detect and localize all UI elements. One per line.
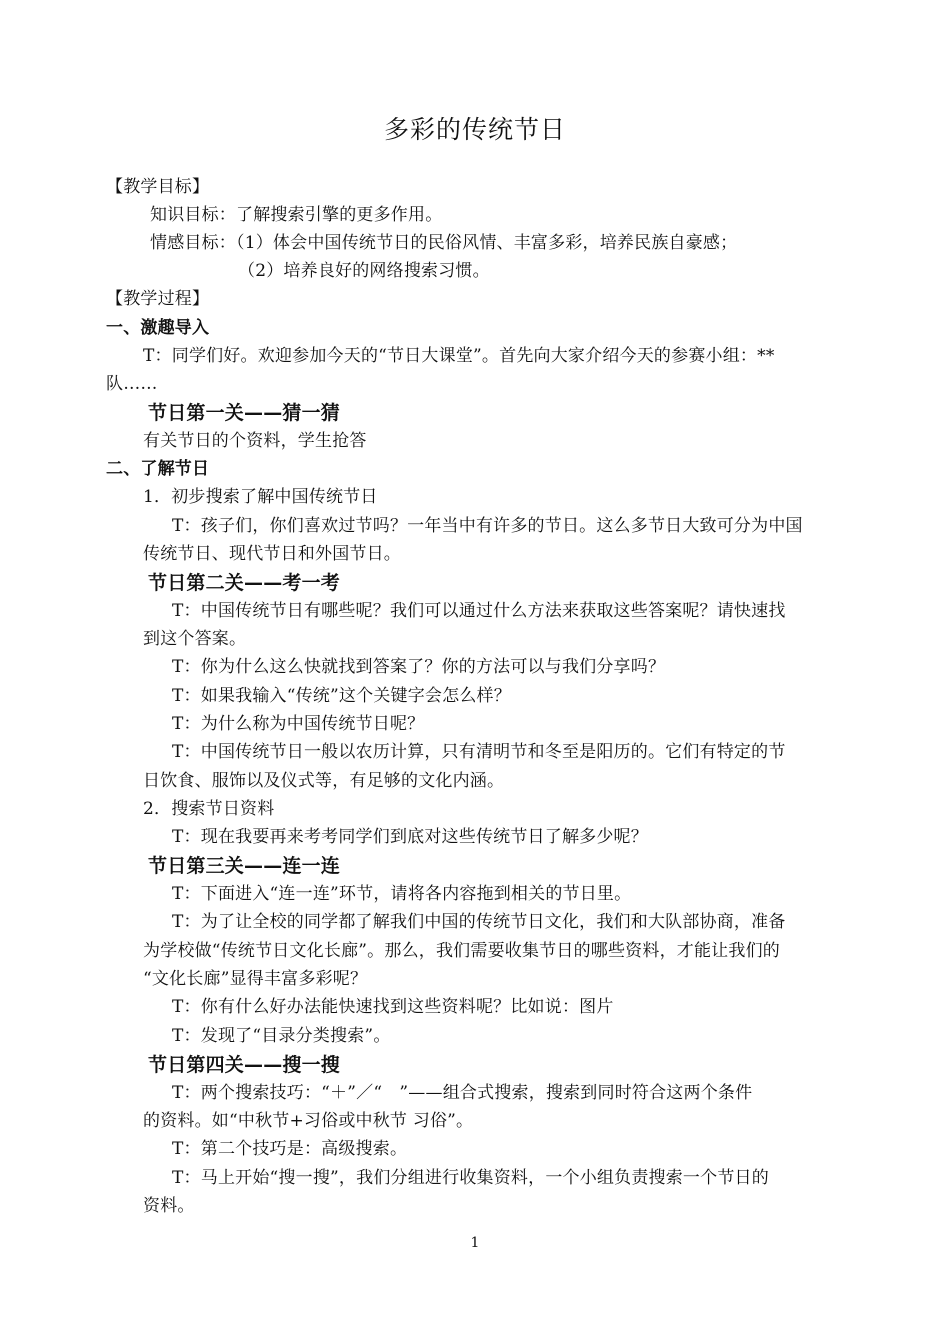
text-line: 队…… — [106, 374, 158, 394]
text-line: T：两个搜索技巧：“＋”／“ ”——组合式搜索，搜索到同时符合这两个条件 — [172, 1083, 753, 1103]
text-line: T：同学们好。欢迎参加今天的“节日大课堂”。首先向大家介绍今天的参赛小组：** — [143, 346, 775, 366]
section-heading: 二、了解节日 — [106, 459, 210, 479]
text-line: T：你为什么这么快就找到答案了？你的方法可以与我们分享吗？ — [172, 657, 666, 677]
text-line: T：下面进入“连一连”环节，请将各内容拖到相关的节日里。 — [172, 884, 632, 904]
text-line: T：发现了“目录分类搜索”。 — [172, 1026, 391, 1046]
text-line: （2）培养良好的网络搜索习惯。 — [238, 261, 490, 281]
text-line: 1．初步搜索了解中国传统节日 — [143, 487, 378, 507]
text-line: 的资料。如“中秋节+习俗或中秋节 习俗”。 — [143, 1111, 474, 1131]
text-line: T：为了让全校的同学都了解我们中国的传统节日文化，我们和大队部协商，准备 — [172, 912, 786, 932]
section-heading: 一、激趣导入 — [106, 318, 210, 338]
text-line: T：现在我要再来考考同学们到底对这些传统节日了解多少呢？ — [172, 827, 648, 847]
stage-heading: 节日第四关——搜一搜 — [148, 1054, 341, 1076]
text-line: 日饮食、服饰以及仪式等，有足够的文化内涵。 — [143, 771, 505, 791]
text-line: T：第二个技巧是：高级搜索。 — [172, 1139, 408, 1159]
text-line: T：孩子们，你们喜欢过节吗？一年当中有许多的节日。这么多节日大致可分为中国 — [172, 516, 803, 536]
page-title: 多彩的传统节日 — [383, 115, 566, 144]
text-line: T：马上开始“搜一搜”，我们分组进行收集资料，一个小组负责搜索一个节日的 — [172, 1168, 769, 1188]
text-line: T：为什么称为中国传统节日呢？ — [172, 714, 425, 734]
text-line: 知识目标：了解搜索引擎的更多作用。 — [150, 205, 443, 225]
text-line: 2．搜索节日资料 — [143, 799, 275, 819]
text-line: 【教学目标】 — [106, 177, 210, 197]
stage-heading: 节日第一关——猜一猜 — [148, 402, 341, 424]
text-line: T：你有什么好办法能快速找到这些资料呢？比如说：图片 — [172, 997, 614, 1017]
text-line: 为学校做“传统节日文化长廊”。那么，我们需要收集节日的哪些资料，才能让我们的 — [143, 941, 780, 961]
text-line: 资料。 — [143, 1196, 195, 1216]
stage-heading: 节日第二关——考一考 — [148, 572, 341, 594]
stage-heading: 节日第三关——连一连 — [148, 855, 341, 877]
text-line: 有关节日的个资料，学生抢答 — [143, 431, 367, 451]
text-line: 传统节日、现代节日和外国节日。 — [143, 544, 401, 564]
text-line: 情感目标：（1）体会中国传统节日的民俗风情、丰富多彩，培养民族自豪感； — [150, 233, 738, 253]
page-number: 1 — [470, 1235, 480, 1251]
text-line: T：中国传统节日有哪些呢？我们可以通过什么方法来获取这些答案呢？请快速找 — [172, 601, 786, 621]
text-line: 到这个答案。 — [143, 629, 247, 649]
text-line: 【教学过程】 — [106, 289, 210, 309]
text-line: T：中国传统节日一般以农历计算，只有清明节和冬至是阳历的。它们有特定的节 — [172, 742, 786, 762]
text-line: T：如果我输入“传统”这个关键字会怎么样？ — [172, 686, 511, 706]
text-line: “文化长廊”显得丰富多彩呢？ — [143, 969, 368, 989]
